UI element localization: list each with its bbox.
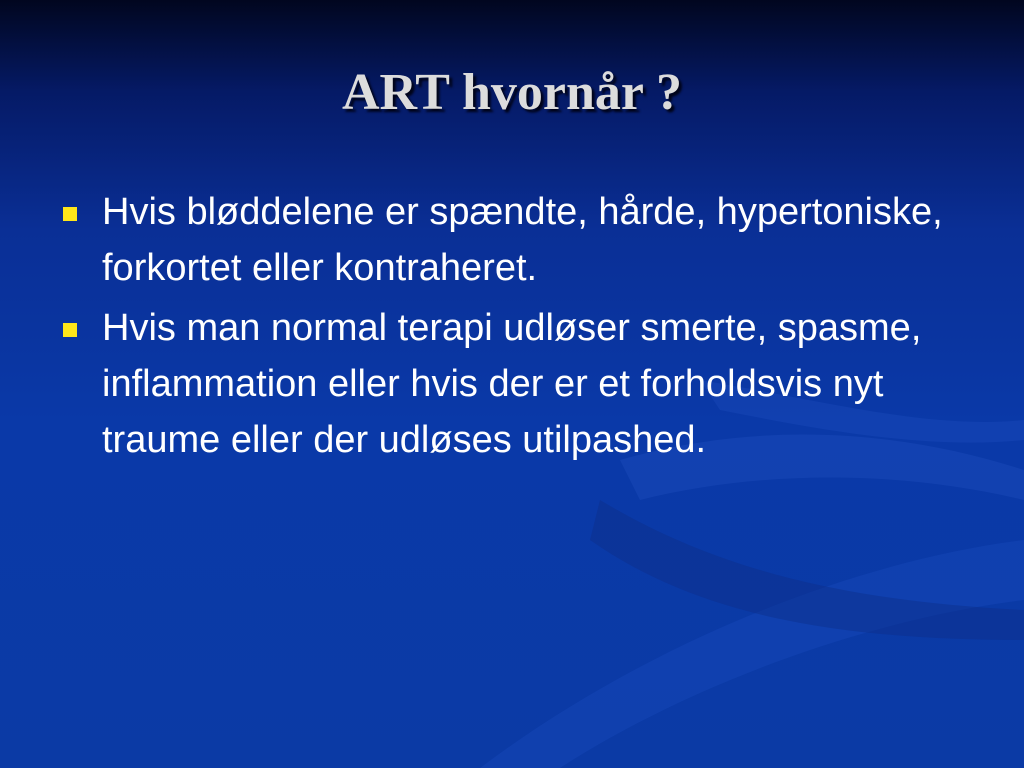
bullet-text: Hvis bløddelene er spændte, hårde, hypertoniske, forkortet eller kontraheret. [102,191,943,289]
bullet-item [60,184,960,296]
square-bullet-icon [63,207,77,221]
slide-title: ART hvornår ? [341,64,683,121]
bullet-list [60,184,960,472]
bullet-item [60,300,960,468]
square-bullet-icon [63,323,77,337]
bullet-text: Hvis man normal terapi udløser smerte, spasme, inflammation eller hvis der er et forholdsvis nyt traume eller der udløses utilpashed. [102,307,922,461]
